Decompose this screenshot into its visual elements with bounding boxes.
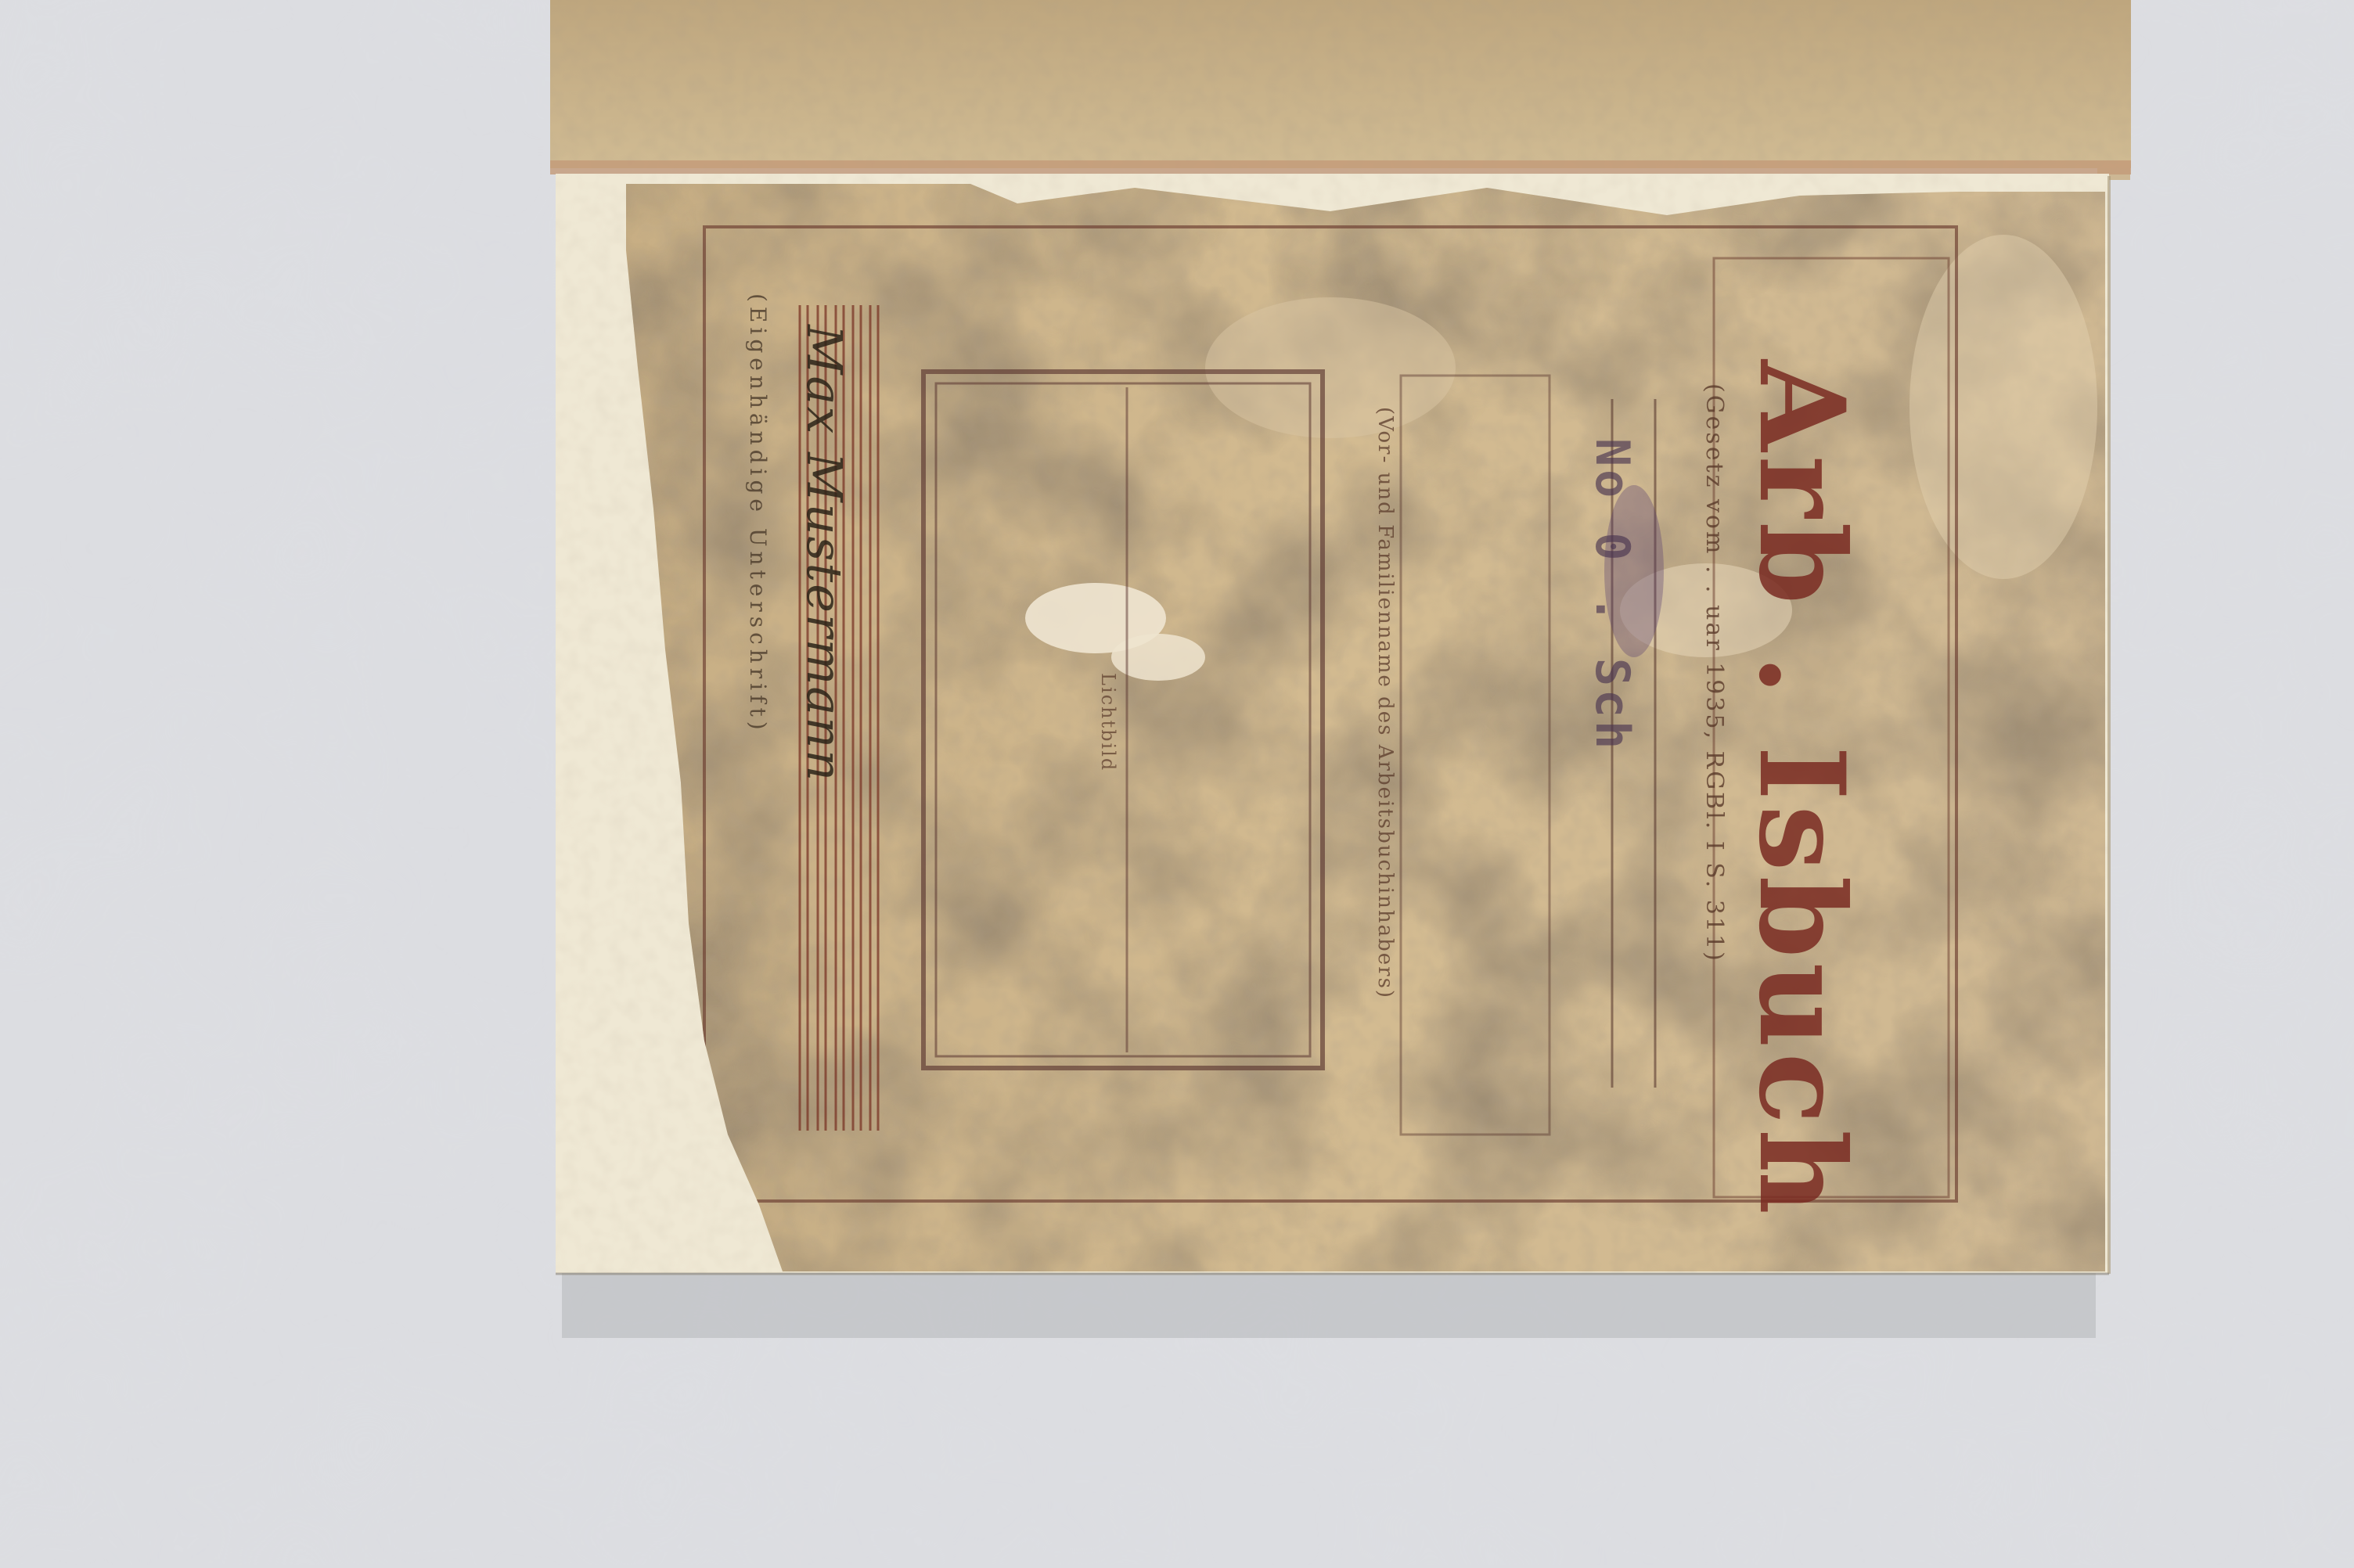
owner-name-caption: (Vor- und Familienname des Arbeitsbuchinhabers): [1373, 407, 1397, 1000]
signature-caption: (Eigenhändige Unterschrift): [745, 293, 771, 735]
booklet-title: Arb . Isbuch: [1733, 360, 1870, 1219]
photo-box-caption: Lichtbild: [1097, 673, 1119, 772]
booklet-subtitle: (Gesetz vom . . uar 1935, RGBl. I S. 311): [1701, 383, 1728, 963]
page-fold: [550, 160, 2131, 174]
booklet-number-stamp: No 0 . Sch: [1585, 438, 1640, 753]
booklet-shadow: [562, 1268, 2096, 1338]
handwritten-signature: Max Mustermann: [796, 325, 853, 783]
inner-page-texture: [550, 0, 2131, 168]
